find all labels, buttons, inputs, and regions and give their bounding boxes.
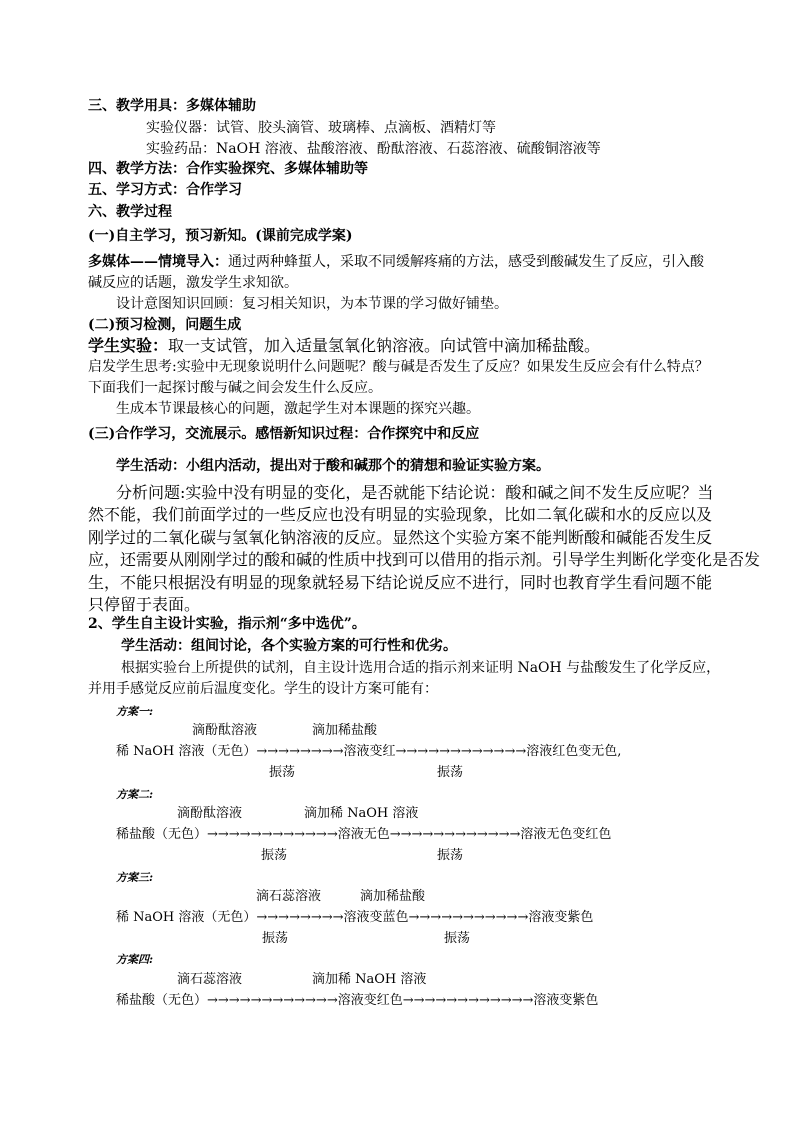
- activity-line-1: 学生活动：小组内活动，提出对于酸和碱那个的猜想和验证实验方案。: [116, 458, 550, 474]
- heading-teaching-tools: 三、教学用具：多媒体辅助: [88, 98, 256, 114]
- activity-line-2: 学生活动：组间讨论，各个实验方案的可行性和优劣。: [121, 638, 457, 654]
- plan-condition-below: 振荡: [437, 848, 464, 863]
- plan-label: 方案一:: [116, 705, 154, 718]
- design-intro-line-1: 根据实验台上所提供的试剂，自主设计选用合适的指示剂来证明 NaOH 与盐酸发生了化学反应，: [121, 660, 721, 676]
- analysis-line: 只停留于表面。: [88, 595, 201, 614]
- intro-text: 通过两种蜂蜇人，采取不同缓解疼痛的方法，感受到酸碱发生了反应，引入酸: [228, 254, 704, 270]
- point-2-title: 2、学生自主设计实验，指示剂“多中选优”。: [88, 616, 366, 632]
- experiment-text: 取一支试管，加入适量氢氧化钠溶液。向试管中滴加稀盐酸。: [168, 336, 601, 355]
- instruments-line: 实验仪器：试管、胶头滴管、玻璃棒、点滴板、酒精灯等: [146, 120, 496, 136]
- heading-learning-style: 五、学习方式：合作学习: [88, 182, 242, 198]
- plan-reagent-above: 滴加稀 NaOH 溶液: [312, 972, 427, 987]
- plan-reagent-above: 滴酚酞溶液: [192, 723, 258, 738]
- intro-line-2: 碱反应的话题，激发学生求知欲。: [88, 275, 298, 291]
- reagents-line: 实验药品：NaOH 溶液、盐酸溶液、酚酞溶液、石蕊溶液、硫酸铜溶液等: [146, 141, 601, 157]
- plan-reagent-above: 滴加稀 NaOH 溶液: [304, 806, 419, 821]
- part3-title: (三)合作学习，交流展示。感悟新知识过程：合作探究中和反应: [88, 426, 480, 442]
- plan-reagent-above: 滴加稀盐酸: [360, 889, 426, 904]
- intro-line-1: [88, 255, 704, 269]
- plan-condition-below: 振荡: [444, 931, 471, 946]
- core-question-line: 生成本节课最核心的问题，激起学生对本课题的探究兴趣。: [116, 401, 480, 417]
- plan-reagent-above: 滴酚酞溶液: [177, 806, 243, 821]
- part2-title: (二)预习检测，问题生成: [88, 317, 242, 333]
- plan-label: 方案三:: [116, 871, 154, 884]
- analysis-line: 应，还需要从刚刚学过的酸和碱的性质中找到可以借用的指示剂。引导学生判断化学变化是否发: [88, 550, 761, 569]
- design-intro-line-2: 并用手感觉反应前后温度变化。学生的设计方案可能有：: [88, 681, 438, 697]
- plan-condition-below: 振荡: [261, 848, 288, 863]
- plan-reagent-above: 滴加稀盐酸: [312, 723, 378, 738]
- think-line-2: 下面我们一起探讨酸与碱之间会发生什么反应。: [88, 380, 382, 396]
- intro-label: 多媒体——情境导入：: [88, 254, 228, 270]
- plan-reagent-above: 滴石蕊溶液: [256, 889, 322, 904]
- plan-reaction-line: 稀 NaOH 溶液（无色）→→→→→→→→溶液变蓝色→→→→→→→→→→→溶液变紫色: [116, 910, 594, 925]
- plan-condition-below: 振荡: [269, 765, 296, 780]
- plan-reaction-line: 稀盐酸（无色）→→→→→→→→→→→→溶液变红色→→→→→→→→→→→→溶液变紫色: [116, 993, 599, 1008]
- plan-reagent-above: 滴石蕊溶液: [177, 972, 243, 987]
- plan-condition-below: 振荡: [437, 765, 464, 780]
- analysis-line: 然不能，我们前面学过的一些反应也没有明显的实验现象，比如二氧化碳和水的反应以及: [88, 505, 713, 524]
- plan-label: 方案二:: [116, 788, 154, 801]
- part1-title: (一)自主学习，预习新知。(课前完成学案): [88, 228, 353, 244]
- heading-teaching-methods: 四、教学方法：合作实验探究、多媒体辅助等: [88, 161, 368, 177]
- plan-condition-below: 振荡: [262, 931, 289, 946]
- think-line-1: 启发学生思考:实验中无现象说明什么问题呢？酸与碱是否发生了反应？如果发生反应会有什么特点？: [88, 359, 709, 375]
- analysis-line: 刚学过的二氧化碳与氢氧化钠溶液的反应。显然这个实验方案不能判断酸和碱能否发生反: [88, 528, 713, 547]
- plan-label: 方案四:: [116, 953, 154, 966]
- analysis-line: 生，不能只根据没有明显的现象就轻易下结论说反应不进行，同时也教育学生看问题不能: [88, 573, 713, 592]
- analysis-line: 分析问题:实验中没有明显的变化，是否就能下结论说：酸和碱之间不发生反应呢？当: [116, 483, 714, 502]
- plan-reaction-line: 稀盐酸（无色）→→→→→→→→→→→→溶液无色→→→→→→→→→→→→溶液无色变红色: [116, 827, 612, 842]
- student-experiment-line: [88, 338, 600, 354]
- experiment-label: 学生实验：: [88, 336, 169, 355]
- plan-reaction-line: 稀 NaOH 溶液（无色）→→→→→→→→溶液变红→→→→→→→→→→→→溶液红色变无色,: [116, 744, 622, 759]
- design-intent-line: 设计意图知识回顾：复习相关知识，为本节课的学习做好铺垫。: [116, 296, 508, 312]
- heading-teaching-process: 六、教学过程: [88, 204, 172, 220]
